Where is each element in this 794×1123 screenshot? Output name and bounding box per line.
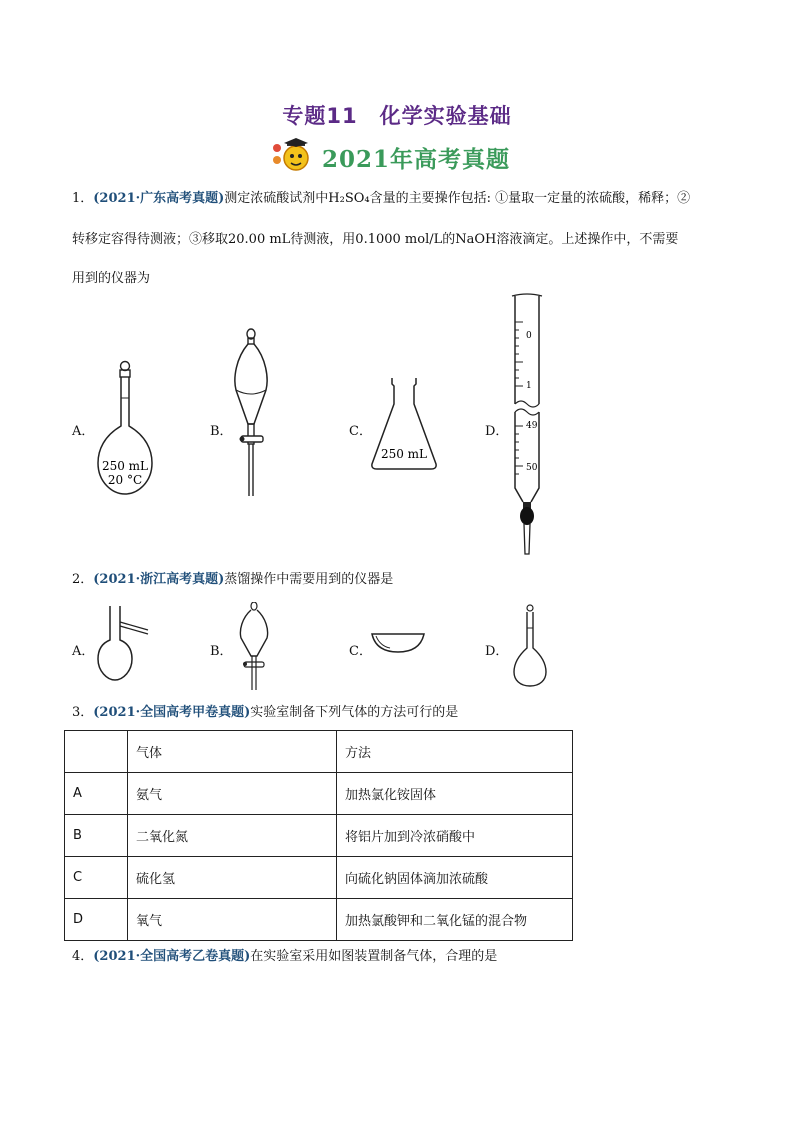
table-cell: 二氧化氮 bbox=[128, 815, 337, 857]
table-cell: B bbox=[65, 815, 128, 857]
table-cell: 加热氯化铵固体 bbox=[337, 773, 573, 815]
option-b-label[interactable]: B． bbox=[210, 424, 233, 439]
question-source: (2021·浙江高考真题) bbox=[93, 572, 225, 587]
table-row bbox=[65, 899, 573, 941]
question-text: 在实验室采用如图装置制备气体，合理的是 bbox=[250, 949, 498, 964]
table-cell: 将铝片加到冷浓硝酸中 bbox=[337, 815, 573, 857]
question-text: 蒸馏操作中需要用到的仪器是 bbox=[224, 572, 394, 587]
table-row bbox=[65, 773, 573, 815]
table-cell: D bbox=[65, 899, 128, 941]
erlenmeyer-volume-label: 250 mL bbox=[380, 447, 428, 461]
question-text: 实验室制备下列气体的方法可行的是 bbox=[250, 705, 459, 720]
burette-tick-50: 50 bbox=[526, 463, 538, 473]
question-4 bbox=[72, 948, 497, 966]
burette-tick-1: 1 bbox=[526, 381, 532, 391]
page-subtitle: 2021年高考真题 bbox=[322, 146, 511, 173]
table-cell: C bbox=[65, 857, 128, 899]
table-cell: A bbox=[65, 773, 128, 815]
question-number: 1． bbox=[72, 191, 94, 206]
table-cell: 氨气 bbox=[128, 773, 337, 815]
option-c-label[interactable]: C． bbox=[349, 644, 372, 659]
table-cell: 向硫化钠固体滴加浓硫酸 bbox=[337, 857, 573, 899]
table-header-cell bbox=[65, 731, 128, 773]
table-header-row bbox=[65, 731, 573, 773]
table-cell: 加热氯酸钾和二氧化锰的混合物 bbox=[337, 899, 573, 941]
table-header-cell: 气体 bbox=[128, 731, 337, 773]
question-source: (2021·全国高考乙卷真题) bbox=[93, 949, 251, 964]
option-a-label[interactable]: A． bbox=[72, 644, 95, 659]
question-number: 3． bbox=[72, 705, 94, 720]
burette-tick-49: 49 bbox=[526, 421, 538, 431]
question-source: (2021·全国高考甲卷真题) bbox=[93, 705, 251, 720]
question-2 bbox=[72, 571, 393, 589]
table-row bbox=[65, 815, 573, 857]
question-number: 2． bbox=[72, 572, 94, 587]
question-1-line-1 bbox=[72, 190, 690, 208]
option-d-label[interactable]: D． bbox=[485, 644, 509, 659]
burette-icon bbox=[506, 292, 552, 558]
separatory-funnel-icon bbox=[236, 602, 272, 692]
option-d-label[interactable]: D． bbox=[485, 424, 509, 439]
table-cell: 硫化氢 bbox=[128, 857, 337, 899]
question-1-line-2: 转移定容得待测液；③移取20.00 mL待测液，用0.1000 mol/L的NaOH溶液滴定。上述操作中，不需要 bbox=[72, 232, 679, 247]
question-1-line-3: 用到的仪器为 bbox=[72, 271, 151, 286]
option-c-label[interactable]: C． bbox=[349, 424, 372, 439]
volumetric-flask-icon bbox=[512, 604, 548, 688]
volumetric-flask-icon bbox=[94, 358, 158, 498]
option-b-label[interactable]: B． bbox=[210, 644, 233, 659]
flask-volume-label: 250 mL bbox=[101, 459, 149, 473]
burette-tick-0: 0 bbox=[526, 331, 532, 341]
question-source: (2021·广东高考真题) bbox=[93, 191, 225, 206]
distilling-flask-icon bbox=[96, 604, 152, 682]
gas-preparation-table bbox=[64, 730, 573, 941]
table-header-cell: 方法 bbox=[337, 731, 573, 773]
evaporating-dish-icon bbox=[370, 630, 426, 656]
question-number: 4． bbox=[72, 949, 94, 964]
table-cell: 氧气 bbox=[128, 899, 337, 941]
erlenmeyer-flask-icon bbox=[368, 376, 440, 472]
separatory-funnel-icon bbox=[228, 328, 274, 500]
question-text: 测定浓硫酸试剂中H₂SO₄含量的主要操作包括: ①量取一定量的浓硫酸，稀释；② bbox=[224, 191, 691, 206]
option-a-label[interactable]: A． bbox=[72, 424, 95, 439]
page-title: 专题11 化学实验基础 bbox=[282, 104, 512, 128]
table-row bbox=[65, 857, 573, 899]
flask-temperature-label: 20 °C bbox=[107, 473, 143, 487]
question-3 bbox=[72, 704, 458, 722]
mascot-logo bbox=[270, 136, 316, 176]
